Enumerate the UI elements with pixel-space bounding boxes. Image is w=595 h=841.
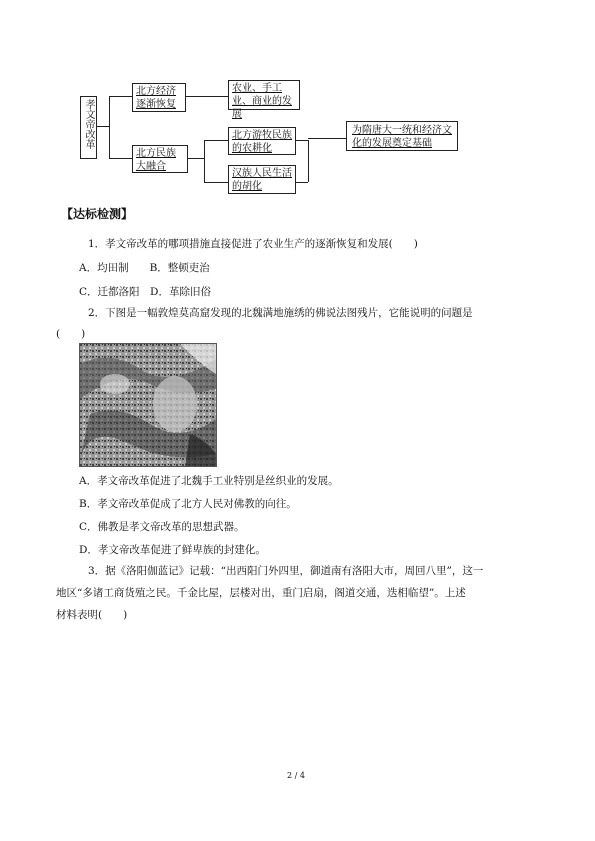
connector <box>204 140 228 141</box>
q2-option-d: D．孝文帝改革促进了鲜卑族的封建化。 <box>79 544 266 556</box>
connector <box>188 158 204 159</box>
diagram-final-box <box>346 121 458 151</box>
diagram-center-label: 孝文帝改革 <box>83 99 94 149</box>
diagram-han-box <box>228 165 296 194</box>
q3-line2: 地区“多诸工商货殖之民。千金比屋，层楼对出，重门启扇，阁道交通，迭相临望”。上述 <box>56 587 466 599</box>
q2-stem-bracket: ( ) <box>56 328 86 340</box>
embroidery-image <box>79 343 217 467</box>
diagram-final-label: 为隋唐大一统和经济文化的发展奠定基础 <box>352 125 452 149</box>
q3-line3: 材料表明( ) <box>56 609 128 621</box>
diagram-center-box <box>80 96 97 159</box>
connector <box>204 182 228 183</box>
connector <box>109 96 110 158</box>
q2-option-c: C．佛教是孝文帝改革的思想武器。 <box>79 521 245 533</box>
connector <box>308 138 346 139</box>
diagram-econ-result-box <box>228 80 300 120</box>
q2-stem: 2．下图是一幅敦煌莫高窟发现的北魏满地施绣的佛说法图残片，它能说明的问题是 <box>88 307 473 319</box>
connector <box>186 96 228 97</box>
connector <box>109 158 132 159</box>
diagram-nomad-label: 北方游牧民族的农耕化 <box>232 130 292 154</box>
diagram-econ-box <box>132 83 186 112</box>
page-number: 2 / 4 <box>287 771 305 780</box>
q2-option-a: A．孝文帝改革促进了北魏手工业特别是丝织业的发展。 <box>79 475 339 487</box>
connector <box>296 182 308 183</box>
diagram-fusion-label: 北方民族大融合 <box>136 148 176 172</box>
connector <box>97 126 109 127</box>
q1-options-row1: A．均田制 B．整顿吏治 <box>79 262 210 274</box>
q3-line1: 3．据《洛阳伽蓝记》记载：“出西阳门外四里，御道南有洛阳大市，周回八里”，这一 <box>88 565 484 577</box>
q1-options-row2: C．迁都洛阳 D．革除旧俗 <box>79 286 211 298</box>
diagram-econ-result-label: 农业、手工业、商业的发展 <box>232 83 292 120</box>
connector <box>204 140 205 182</box>
diagram-han-label: 汉族人民生活的胡化 <box>232 168 292 192</box>
connector <box>308 140 309 182</box>
connector <box>109 96 132 97</box>
section-title: 【达标检测】 <box>61 207 134 221</box>
diagram-nomad-box <box>228 127 296 155</box>
connector <box>296 140 308 141</box>
q2-option-b: B．孝文帝改革促成了北方人民对佛教的向往。 <box>79 498 297 510</box>
q1-stem: 1．孝文帝改革的哪项措施直接促进了农业生产的逐渐恢复和发展( ) <box>88 238 418 250</box>
diagram-econ-label: 北方经济逐渐恢复 <box>136 86 176 110</box>
diagram-fusion-box <box>132 145 188 173</box>
